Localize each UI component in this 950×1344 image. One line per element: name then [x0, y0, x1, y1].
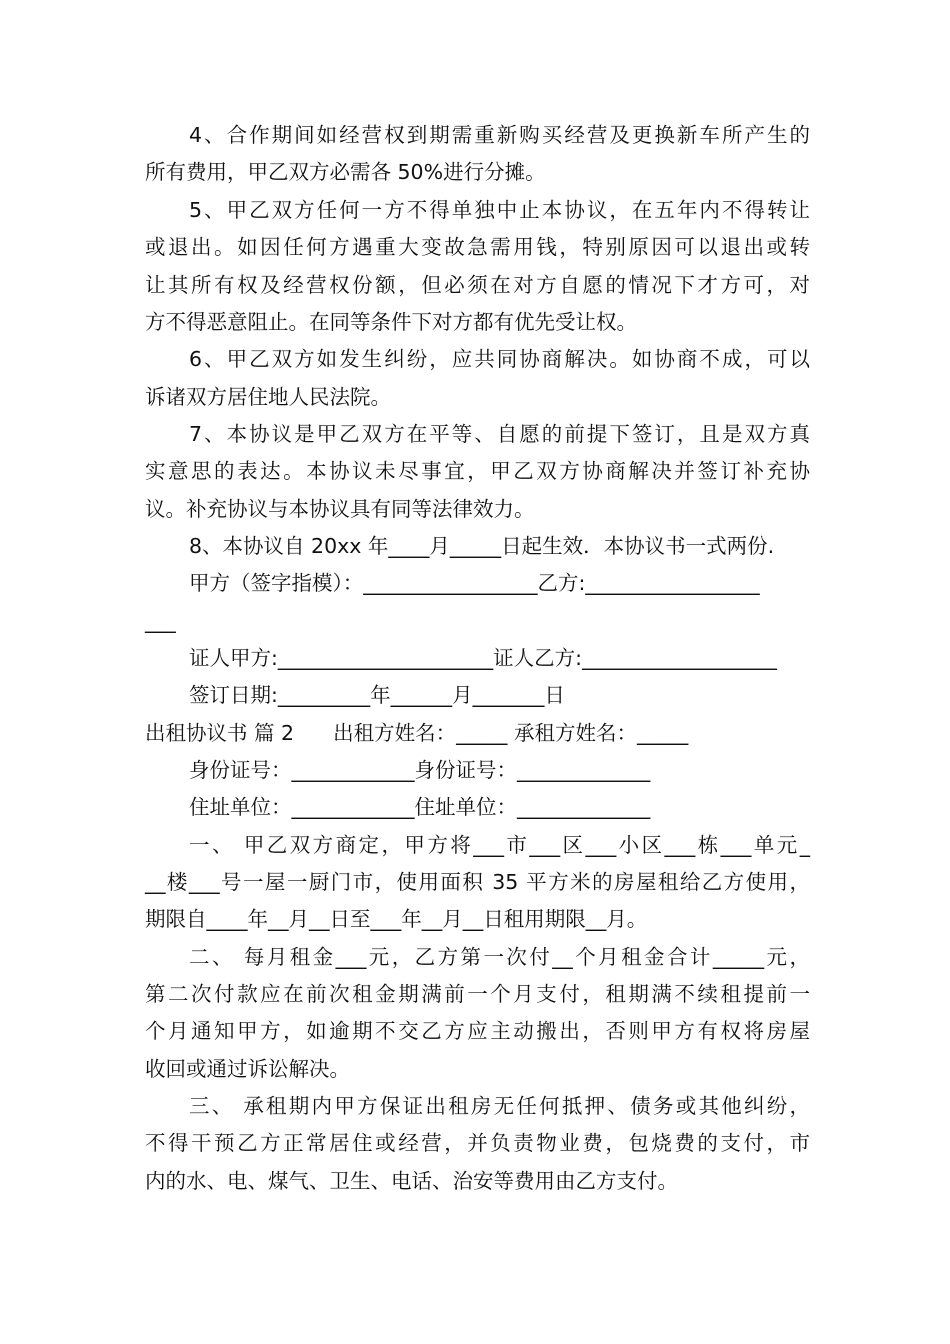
signature-overflow-line: ___ [145, 609, 176, 633]
clause-5-line-2: 或退出。如因任何方遇重大变故急需用钱，特别原因可以退出或转 [145, 235, 810, 259]
section-2-line-2: 第二次付款应在前次租金期满前一个月支付，租期满不续租提前一 [145, 982, 810, 1006]
section-3-line-3: 内的水、电、煤气、卫生、电话、治安等费用由乙方支付。 [145, 1169, 678, 1193]
clause-4-line-1: 4、合作期间如经营权到期需重新购买经营及更换新车所产生的 [189, 123, 810, 147]
address-line: 住址单位：____________住址单位：_____________ [189, 795, 651, 819]
section-3-line-1: 三、 承租期内甲方保证出租房无任何抵押、债务或其他纠纷， [189, 1094, 810, 1118]
clause-6-line-1: 6、甲乙双方如发生纠纷，应共同协商解决。如协商不成，可以 [189, 347, 810, 371]
clause-8-line: 8、本协议自 20xx 年____月_____日起生效．本协议书一式两份. [189, 534, 775, 558]
clause-6-line-2: 诉诸双方居住地人民法院。 [145, 385, 391, 409]
section-2-line-4: 收回或通过诉讼解决。 [145, 1057, 350, 1081]
section-1-line-1: 一、 甲乙双方商定，甲方将___市___区___小区___栋___单元_ [189, 833, 810, 857]
section-2-line-1: 二、 每月租金___元，乙方第一次付__个月租金合计_____元， [189, 945, 810, 969]
clause-7-line-3: 议。补充协议与本协议具有同等法律效力。 [145, 497, 535, 521]
witness-line: 证人甲方:_____________________证人乙方:___________________ [189, 646, 777, 670]
signature-party-line: 甲方（签字指模）：_________________乙方:_________________ [189, 571, 760, 595]
sign-date-line: 签订日期:_________年______月_______日 [189, 683, 565, 707]
clause-5-line-3: 让其所有权及经营权份额，但必须在对方自愿的情况下才方可，对 [145, 273, 810, 297]
clause-7-line-1: 7、本协议是甲乙双方在平等、自愿的前提下签订，且是双方真 [189, 422, 810, 446]
id-number-line: 身份证号：____________身份证号：_____________ [189, 758, 651, 782]
section-1-line-3: 期限自____年__月__日至___年__月__日租用期限__月。 [145, 907, 648, 931]
clause-5-line-1: 5、甲乙双方任何一方不得单独中止本协议，在五年内不得转让 [189, 198, 810, 222]
section-3-line-2: 不得干预乙方正常居住或经营，并负责物业费，包烧费的支付，市 [145, 1131, 810, 1155]
agreement-2-title-line: 出租协议书 篇 2 出租方姓名：_____ 承租方姓名：_____ [145, 721, 689, 745]
clause-7-line-2: 实意思的表达。本协议未尽事宜，甲乙双方协商解决并签订补充协 [145, 459, 810, 483]
clause-5-line-4: 方不得恶意阻止。在同等条件下对方都有优先受让权。 [145, 310, 637, 334]
section-2-line-3: 个月通知甲方，如逾期不交乙方应主动搬出，否则甲方有权将房屋 [145, 1019, 810, 1043]
clause-4-line-2: 所有费用，甲乙双方必需各 50%进行分摊。 [145, 160, 546, 184]
section-1-line-2: __楼___号一屋一厨门市，使用面积 35 平方米的房屋租给乙方使用， [145, 870, 810, 894]
